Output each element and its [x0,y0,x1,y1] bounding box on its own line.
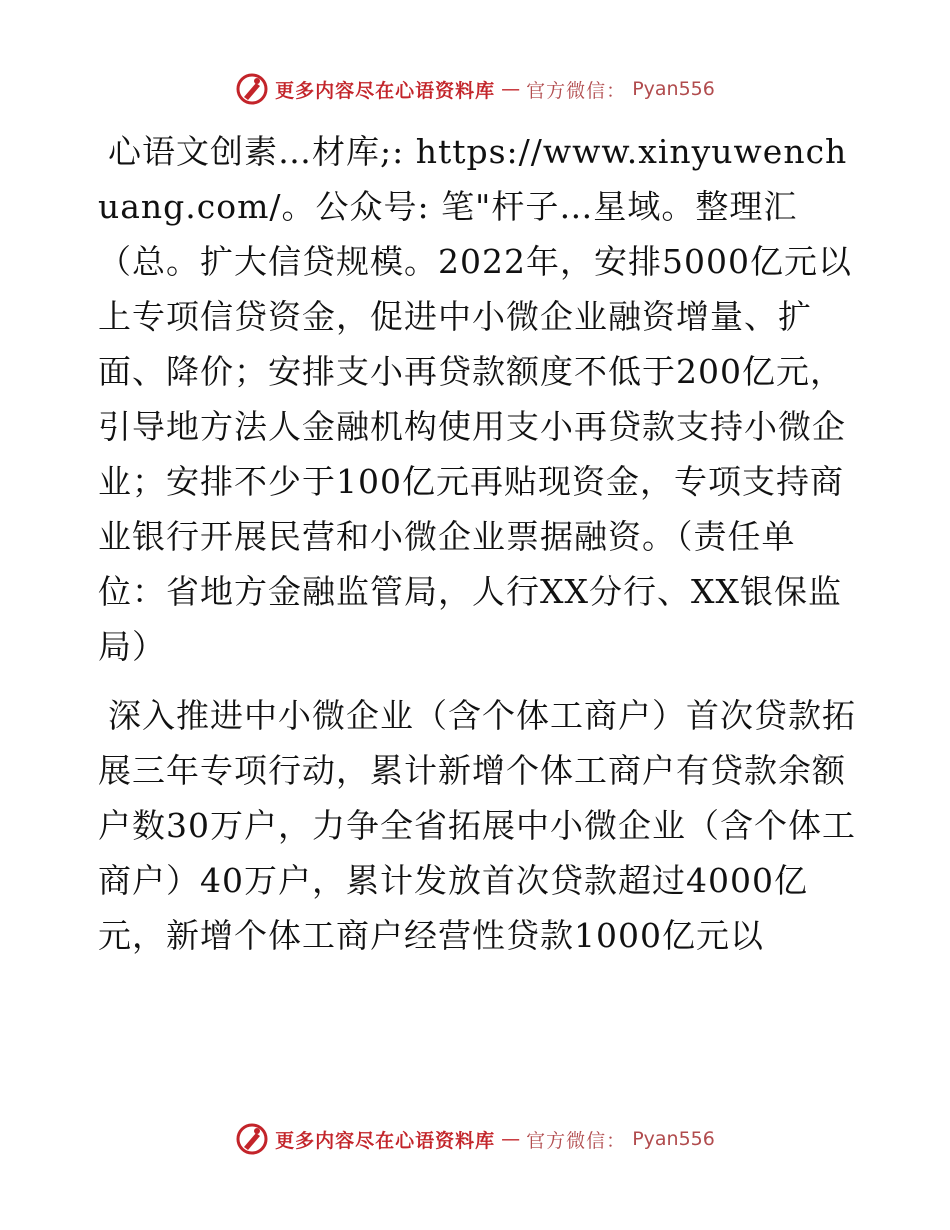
watermark-separator: — [501,78,521,100]
watermark-label: 官方微信： [526,1129,627,1152]
watermark-wechat-id: Pyan556 [632,1128,715,1150]
header-watermark [0,72,950,106]
footer-watermark [0,1122,950,1156]
paragraph-2: 深入推进中小微企业（含个体工商户）首次贷款拓展三年专项行动，累计新增个体工商户有贷款余额户数30万户，力争全省拓展中小微企业（含个体工商户）40万户，累计发放首次贷款超过4000亿元，新增个体工商户经营性贷款1000亿元以 [98,696,856,955]
watermark-label: 官方微信： [526,79,627,102]
paragraph-1: 心语文创素…材库;: https://www.xinyuwenchuang.com/。公众号: 笔"杆子…星域。整理汇（总。扩大信贷规模。2022年，安排5000亿元以上专项信贷资金，促进中小微企业融资增量、扩面、降价；安排支小再贷款额度不低于200亿元，引导地方法人金融机构使用支小再贷款支持小微企业；安排不少于100亿元再贴现资金，专项支持商业银行开展民营和小微企业票据融资。（责任单位：省地方金融监管局，人行XX分行、XX银保监局） [98,132,852,666]
watermark-separator: — [501,1128,521,1150]
watermark-main-text: 更多内容尽在心语资料库 [275,79,496,102]
watermark-main-text: 更多内容尽在心语资料库 [275,1129,496,1152]
document-body [98,124,858,963]
pen-logo-icon [235,72,269,106]
pen-logo-icon [235,1122,269,1156]
watermark-wechat-id: Pyan556 [632,78,715,100]
